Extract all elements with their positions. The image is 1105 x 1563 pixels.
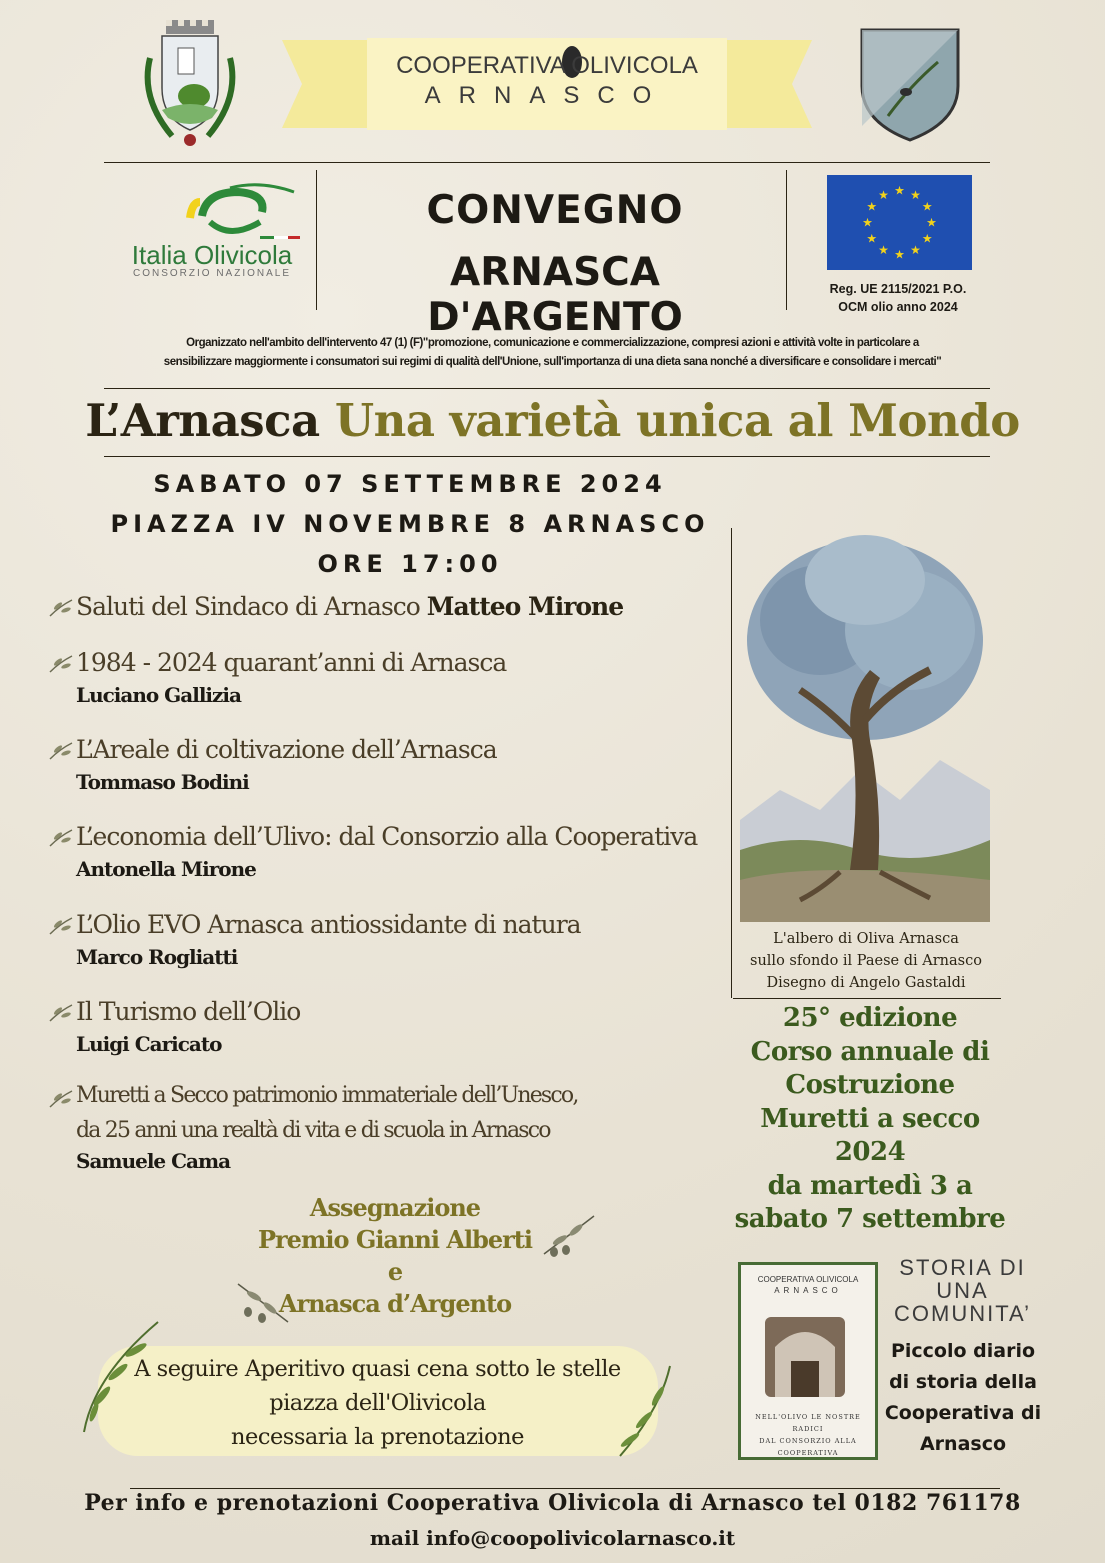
eu-star-icon: ★ <box>878 243 889 258</box>
aperitivo-line2: piazza dell'Olivicola <box>269 1390 486 1416</box>
event-place: PIAZZA IV NOVEMBRE 8 ARNASCO <box>110 510 710 538</box>
comune-crest <box>132 18 248 150</box>
corso-block <box>730 1002 1010 1237</box>
corso-line7: sabato 7 settembre <box>734 1204 1006 1234</box>
eu-star-icon: ★ <box>866 231 878 246</box>
program-item <box>48 592 728 621</box>
headline <box>60 394 1045 447</box>
olive-sprig-icon <box>234 1276 292 1328</box>
olive-sprig-icon <box>540 1210 598 1262</box>
aperitivo-line1: A seguire Aperitivo quasi cena sotto le stelle <box>134 1356 621 1382</box>
book-cover-subtitle <box>747 1411 869 1459</box>
diario-line4: Arnasco <box>919 1433 1007 1455</box>
olive-branch-icon <box>48 1087 74 1111</box>
corso-line5: 2024 <box>834 1137 906 1167</box>
olive-branch-icon <box>48 596 74 620</box>
divider-left <box>316 170 317 310</box>
program-item <box>48 1083 728 1173</box>
diario-line3: Cooperativa di <box>884 1402 1042 1424</box>
diario-text <box>878 1336 1048 1460</box>
headline-part2: Una varietà unica al Mondo <box>334 394 1020 447</box>
program-item <box>48 910 728 969</box>
olive-branch-icon <box>48 1001 74 1025</box>
corso-line4: Muretti a secco <box>760 1103 980 1134</box>
corso-line6: da martedì 3 a <box>767 1170 973 1201</box>
eu-star-icon: ★ <box>866 199 878 214</box>
program-speaker: Samuele Cama <box>76 1149 231 1173</box>
cooperativa-logo-banner <box>272 32 822 136</box>
eu-star-icon: ★ <box>926 215 937 230</box>
storia-title <box>880 1256 1045 1325</box>
book-cover-line3: NELL'OLIVO LE NOSTRE RADICI <box>755 1413 861 1433</box>
right-column-divider <box>731 528 732 998</box>
event-date: SABATO 07 SETTEMBRE 2024 <box>153 470 667 498</box>
eu-star-icon: ★ <box>921 199 933 214</box>
eu-star-icon: ★ <box>894 247 905 262</box>
eu-flag <box>827 175 972 270</box>
aperitivo-text <box>110 1352 645 1454</box>
footer-info: Per info e prenotazioni Cooperativa Olivicola di Arnasco tel 0182 761178 <box>84 1490 1021 1516</box>
divider-top <box>104 162 990 163</box>
organized-line1: Organizzato nell'ambito dell'intervento 47 (1) (F)"promozione, comunicazione e commercializzazione, compresi azioni e attività volte in particolare a <box>186 337 919 349</box>
eu-reg-line2: OCM olio anno 2024 <box>838 300 958 314</box>
italia-olivicola-name: Italia Olivicola <box>131 240 293 270</box>
eu-star-icon: ★ <box>910 243 921 258</box>
headline-part1: L’Arnasca <box>85 394 320 447</box>
diario-line2: di storia della <box>889 1371 1037 1393</box>
divider-headline-bottom <box>104 456 990 457</box>
organized-line2: sensibilizzare maggiormente i consumatori sui regimi di qualità dell'Unione, sull'importanza di una dieta sana nonché a diversificare e consolidare i mercati" <box>163 356 942 368</box>
tree-caption-line1: L'albero di Oliva Arnasca <box>773 931 959 947</box>
program-item <box>48 735 728 794</box>
coop-name-line1: COOPERATIVA OLIVICOLA <box>396 52 698 79</box>
book-cover <box>738 1262 878 1460</box>
eu-star-icon: ★ <box>862 215 873 230</box>
program-title: Il Turismo dell’Olio <box>76 997 301 1026</box>
corso-line1: 25° edizione <box>782 1003 958 1033</box>
organized-note <box>100 334 1005 372</box>
eu-star-icon: ★ <box>910 187 921 202</box>
italia-olivicola-logo <box>170 182 300 242</box>
tree-caption-line2: sullo sfondo il Paese di Arnasco <box>750 953 982 969</box>
corso-line3: Costruzione <box>785 1070 955 1100</box>
olive-branch-icon <box>48 739 74 763</box>
program-item <box>48 822 728 881</box>
program-title-bold: Matteo Mirone <box>426 592 624 621</box>
tree-caption-line3: Disegno di Angelo Gastaldi <box>766 975 966 991</box>
tree-caption <box>735 928 997 994</box>
program-speaker: Luciano Gallizia <box>76 683 241 707</box>
book-photo <box>765 1317 845 1397</box>
coop-name-line2: ARNASCO <box>424 82 670 109</box>
program-speaker: Antonella Mirone <box>76 857 256 881</box>
footer-divider <box>130 1488 1000 1489</box>
program-title: 1984 - 2024 quarant’anni di Arnasca <box>76 648 507 677</box>
program-title: Muretti a Secco patrimonio immateriale dell’Unesco, <box>76 1083 578 1108</box>
book-cover-line2: ARNASCO <box>774 1286 842 1295</box>
divider-headline-top <box>104 388 990 389</box>
corso-line2: Corso annuale di <box>750 1036 990 1067</box>
award-line1: Assegnazione <box>309 1193 481 1222</box>
olive-tree-drawing <box>740 520 990 922</box>
caption-divider <box>733 998 1001 999</box>
program-speaker: Luigi Caricato <box>76 1032 222 1056</box>
program-title-line2: da 25 anni una realtà di vita e di scuola in Arnasco <box>76 1118 550 1143</box>
eu-star-icon: ★ <box>894 183 905 198</box>
eu-regulation <box>808 280 988 316</box>
olive-branch-icon <box>48 826 74 850</box>
program-title: L’Olio EVO Arnasca antiossidante di natura <box>76 910 581 939</box>
footer-mail: mail info@coopolivicolarnasco.it <box>369 1526 736 1550</box>
program-item <box>48 997 728 1056</box>
olive-branch-icon <box>48 914 74 938</box>
eu-star-icon: ★ <box>878 187 889 202</box>
program-title: L’economia dell’Ulivo: dal Consorzio alla Cooperativa <box>76 822 698 851</box>
book-cover-line4: DAL CONSORZIO ALLA <box>759 1437 857 1445</box>
storia-line3: COMUNITA’ <box>894 1301 1031 1326</box>
italia-olivicola-subtitle: CONSORZIO NAZIONALE <box>132 268 291 279</box>
olive-branch-icon <box>48 652 74 676</box>
program-speaker: Marco Rogliatti <box>76 945 238 969</box>
book-cover-line1: COOPERATIVA OLIVICOLA <box>757 1275 859 1284</box>
diario-line1: Piccolo diario <box>890 1340 1036 1362</box>
aperitivo-line3: necessaria la prenotazione <box>231 1424 524 1450</box>
program-title: L’Areale di coltivazione dell’Arnasca <box>76 735 497 764</box>
event-time: ORE 17:00 <box>317 550 503 578</box>
award-line3: e <box>387 1257 403 1286</box>
program-title: Saluti del Sindaco di Arnasco <box>76 592 427 621</box>
storia-line1: STORIA DI <box>899 1255 1026 1280</box>
award-line2: Premio Gianni Alberti <box>257 1225 532 1254</box>
storia-line2: UNA <box>936 1278 989 1303</box>
program-item <box>48 648 728 707</box>
le-leve-shield <box>858 26 962 144</box>
convegno-subtitle: ARNASCA D'ARGENTO <box>427 250 683 340</box>
program-speaker: Tommaso Bodini <box>76 770 249 794</box>
eu-reg-line1: Reg. UE 2115/2021 P.O. <box>829 282 967 296</box>
award-line4: Arnasca d’Argento <box>278 1289 512 1318</box>
book-cover-line5: COOPERATIVA <box>777 1449 839 1457</box>
eu-star-icon: ★ <box>921 231 933 246</box>
convegno-title: CONVEGNO <box>426 188 684 233</box>
